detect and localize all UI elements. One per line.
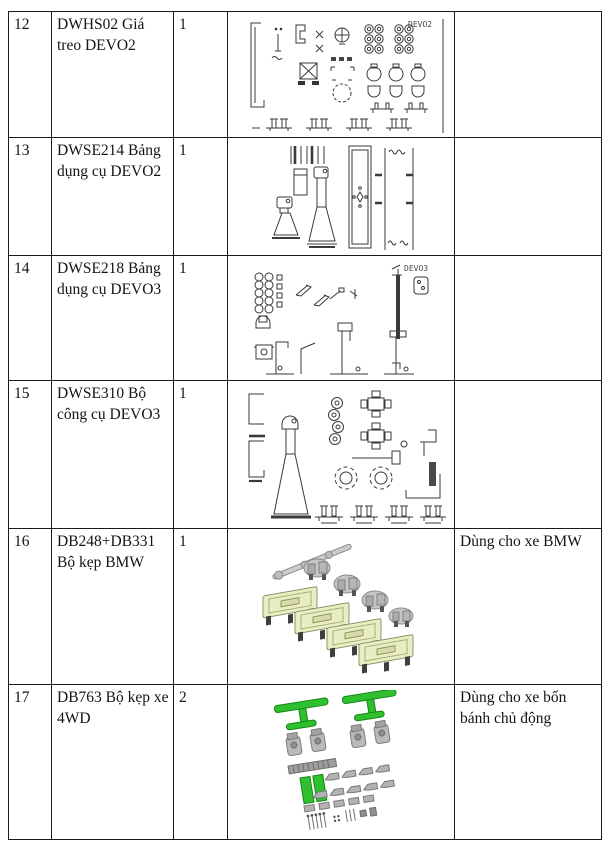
- row-no: 14: [14, 260, 30, 277]
- item-name: DWSE214 Bảng dụng cụ DEVO2: [57, 142, 162, 180]
- green-t-bar: [274, 698, 331, 732]
- table-row-16: [9, 529, 602, 685]
- row-no: 15: [14, 385, 30, 402]
- item-name: DB248+DB331 Bộ kẹp BMW: [57, 533, 156, 571]
- table-row-17: [9, 685, 602, 840]
- qty-cell: [174, 12, 228, 138]
- item-name: DB763 Bộ kẹp xe 4WD: [57, 689, 169, 727]
- item-name: DWSE218 Bảng dụng cụ DEVO3: [57, 260, 162, 298]
- devo2-label: DEVO2: [407, 20, 432, 29]
- note-cell: [455, 138, 602, 256]
- note-cell: [455, 529, 602, 685]
- gray-clamp-body: [309, 728, 326, 752]
- row-no-cell: [9, 381, 52, 529]
- bmw-clamp-set-image: [253, 534, 431, 682]
- qty-value: 1: [179, 16, 187, 33]
- qty-value: 1: [179, 533, 187, 550]
- green-t-bar: [342, 690, 399, 723]
- note-cell: [455, 256, 602, 381]
- item-name-cell: [52, 529, 174, 685]
- image-cell: [228, 256, 455, 381]
- textured-bar: [288, 758, 337, 773]
- gray-clamp-body: [285, 732, 302, 756]
- qty-value: 1: [179, 260, 187, 277]
- note-text: Dùng cho xe BMW: [460, 533, 582, 550]
- devo3-tool-board-diagram: [246, 261, 438, 378]
- row-no: 16: [14, 533, 30, 550]
- row-no-cell: [9, 12, 52, 138]
- row-no-cell: [9, 138, 52, 256]
- document-sheet: [8, 11, 602, 840]
- table-row-12: [9, 12, 602, 138]
- item-name-cell: [52, 12, 174, 138]
- gray-clamp-body: [349, 724, 366, 748]
- note-cell: [455, 685, 602, 840]
- gray-clamp-body: [373, 720, 390, 744]
- image-cell: [228, 529, 455, 685]
- equipment-table: [8, 11, 602, 840]
- qty-value: 1: [179, 385, 187, 402]
- row-no-cell: [9, 685, 52, 840]
- screws: [306, 804, 377, 830]
- qty-cell: [174, 685, 228, 840]
- item-name: DWHS02 Giá treo DEVO2: [57, 16, 145, 54]
- devo3-tool-kit-diagram: [234, 386, 449, 526]
- image-cell: [228, 381, 455, 529]
- 4wd-clamp-set-image: [266, 690, 418, 837]
- row-no-cell: [9, 256, 52, 381]
- note-text: Dùng cho xe bốn bánh chủ động: [460, 689, 567, 727]
- table-row-14: [9, 256, 602, 381]
- item-name: DWSE310 Bộ công cụ DEVO3: [57, 385, 161, 423]
- image-cell: [228, 138, 455, 256]
- row-no: 12: [14, 16, 30, 33]
- qty-cell: [174, 381, 228, 529]
- qty-cell: [174, 529, 228, 685]
- image-cell: [228, 685, 455, 840]
- item-name-cell: [52, 685, 174, 840]
- image-cell: [228, 12, 455, 138]
- metal-clamp-cluster: [362, 591, 388, 612]
- note-cell: [455, 12, 602, 138]
- metal-clamp-cluster: [304, 559, 330, 580]
- qty-value: 1: [179, 142, 187, 159]
- qty-cell: [174, 138, 228, 256]
- row-no-cell: [9, 529, 52, 685]
- note-cell: [455, 381, 602, 529]
- row-no: 17: [14, 689, 30, 706]
- devo2-tool-board-diagram: [261, 143, 423, 253]
- qty-cell: [174, 256, 228, 381]
- devo3-label: DEVO3: [403, 264, 428, 273]
- item-name-cell: [52, 256, 174, 381]
- metal-clamp-cluster: [334, 575, 360, 596]
- qty-value: 2: [179, 689, 187, 706]
- item-name-cell: [52, 381, 174, 529]
- item-name-cell: [52, 138, 174, 256]
- devo2-hanger-diagram: [236, 17, 448, 135]
- table-row-13: [9, 138, 602, 256]
- row-no: 13: [14, 142, 30, 159]
- table-row-15: [9, 381, 602, 529]
- metal-clamp-cluster: [389, 608, 413, 627]
- green-plates: [300, 774, 327, 803]
